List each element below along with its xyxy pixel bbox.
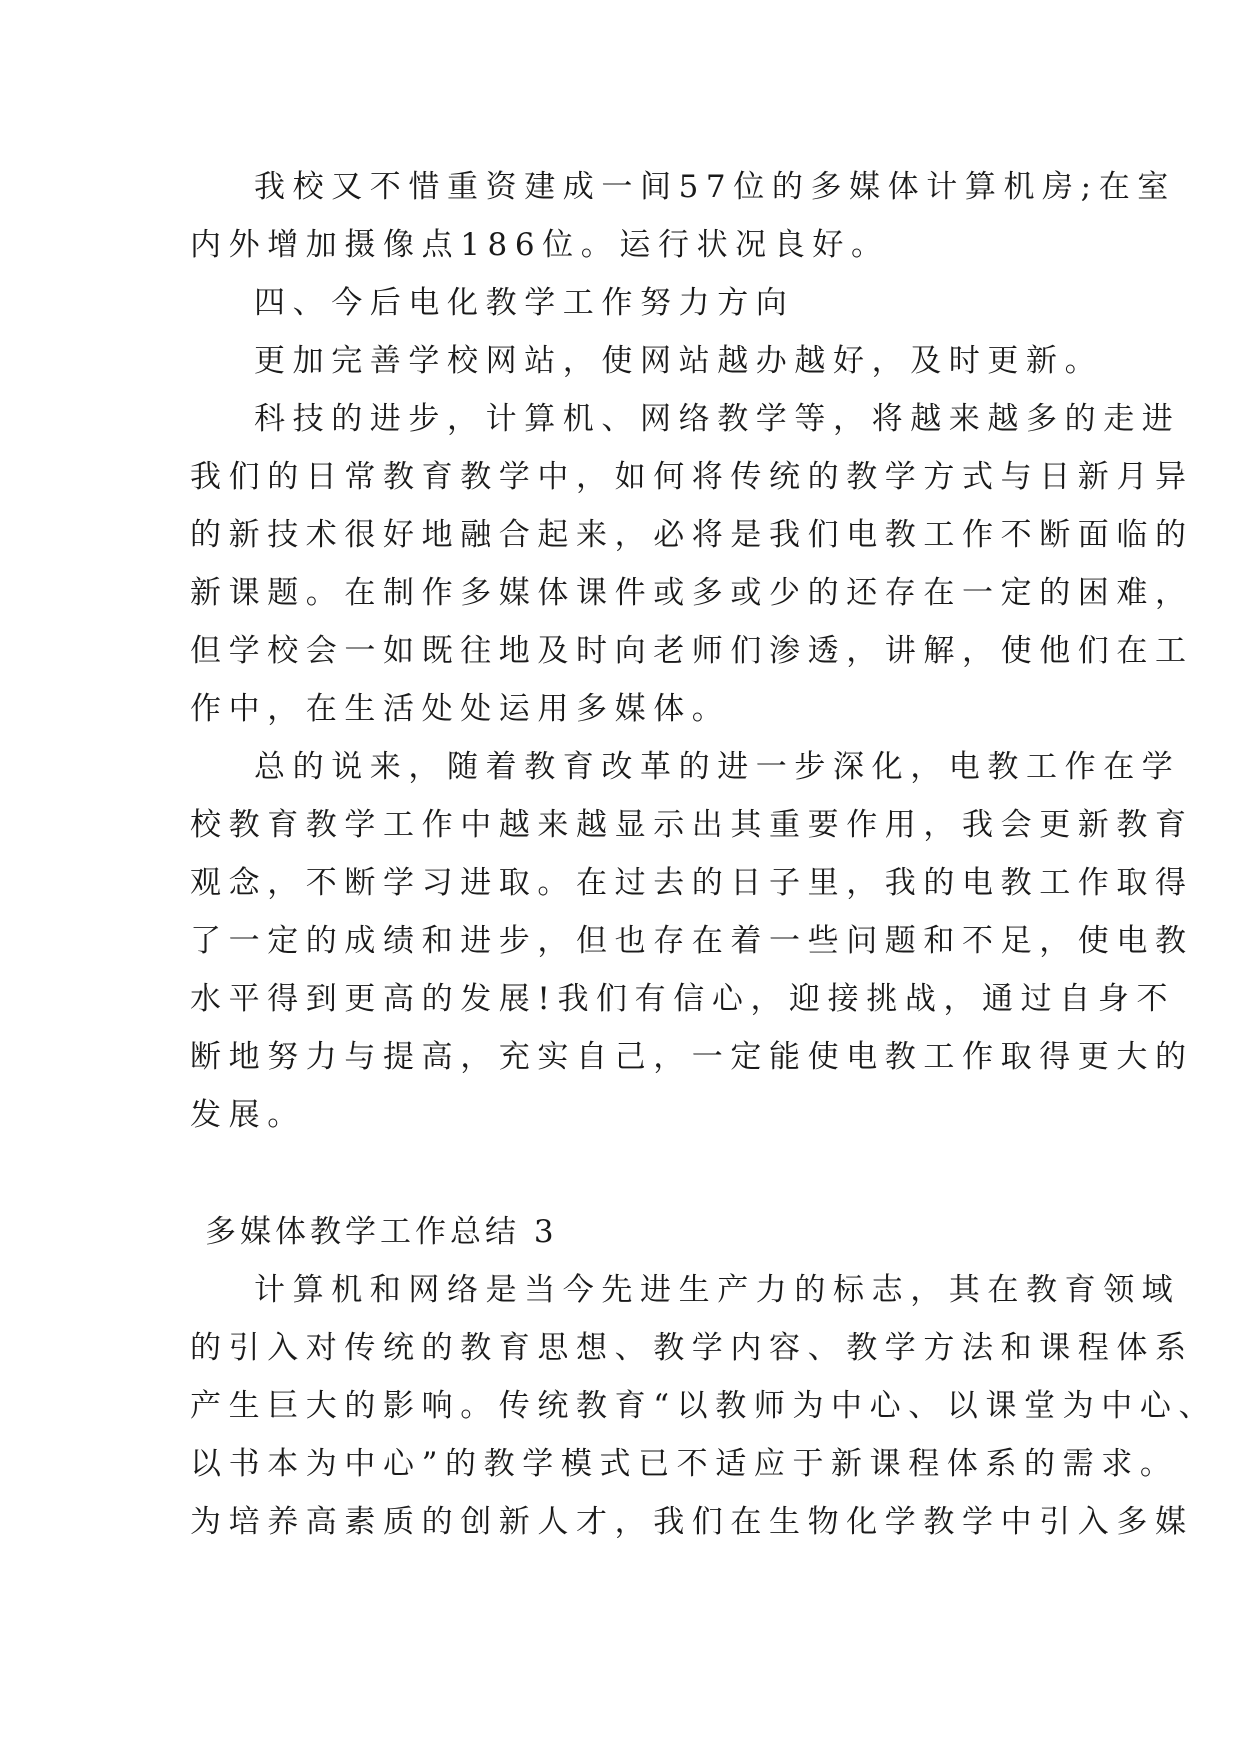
paragraph-line: 发展。 — [190, 1097, 306, 1133]
paragraph-line: 科技的进步，计算机、网络教学等，将越来越多的走进 — [254, 401, 1181, 437]
paragraph-line: 我校又不惜重资建成一间57位的多媒体计算机房;在室 — [254, 169, 1176, 205]
paragraph-line: 总的说来，随着教育改革的进一步深化，电教工作在学 — [254, 749, 1181, 785]
section-heading: 四、今后电化教学工作努力方向 — [254, 285, 795, 321]
paragraph-line: 为培养高素质的创新人才，我们在生物化学教学中引入多媒 — [190, 1504, 1194, 1540]
paragraph-line: 产生巨大的影响。传统教育“以教师为中心、以课堂为中心、 — [190, 1388, 1218, 1424]
section-title: 多媒体教学工作总结 3 — [205, 1214, 558, 1250]
paragraph-line: 以书本为中心”的教学模式已不适应于新课程体系的需求。 — [190, 1446, 1179, 1482]
paragraph-line: 计算机和网络是当今先进生产力的标志，其在教育领域 — [254, 1272, 1181, 1308]
paragraph-line: 但学校会一如既往地及时向老师们渗透，讲解，使他们在工 — [190, 633, 1194, 669]
paragraph-line: 断地努力与提高，充实自己，一定能使电教工作取得更大的 — [190, 1039, 1194, 1075]
paragraph-line: 观念，不断学习进取。在过去的日子里，我的电教工作取得 — [190, 865, 1194, 901]
paragraph-line: 我们的日常教育教学中，如何将传统的教学方式与日新月异 — [190, 459, 1194, 495]
paragraph-line: 更加完善学校网站，使网站越办越好，及时更新。 — [254, 343, 1104, 379]
paragraph-line: 水平得到更高的发展!我们有信心，迎接挑战，通过自身不 — [190, 981, 1176, 1017]
paragraph-line: 内外增加摄像点186位。运行状况良好。 — [190, 227, 890, 263]
paragraph-line: 的引入对传统的教育思想、教学内容、教学方法和课程体系 — [190, 1330, 1194, 1366]
paragraph-line: 校教育教学工作中越来越显示出其重要作用，我会更新教育 — [190, 807, 1194, 843]
paragraph-line: 的新技术很好地融合起来，必将是我们电教工作不断面临的 — [190, 517, 1194, 553]
paragraph-line: 新课题。在制作多媒体课件或多或少的还存在一定的困难， — [190, 575, 1194, 611]
paragraph-line: 了一定的成绩和进步，但也存在着一些问题和不足，使电教 — [190, 923, 1194, 959]
paragraph-line: 作中，在生活处处运用多媒体。 — [190, 691, 731, 727]
